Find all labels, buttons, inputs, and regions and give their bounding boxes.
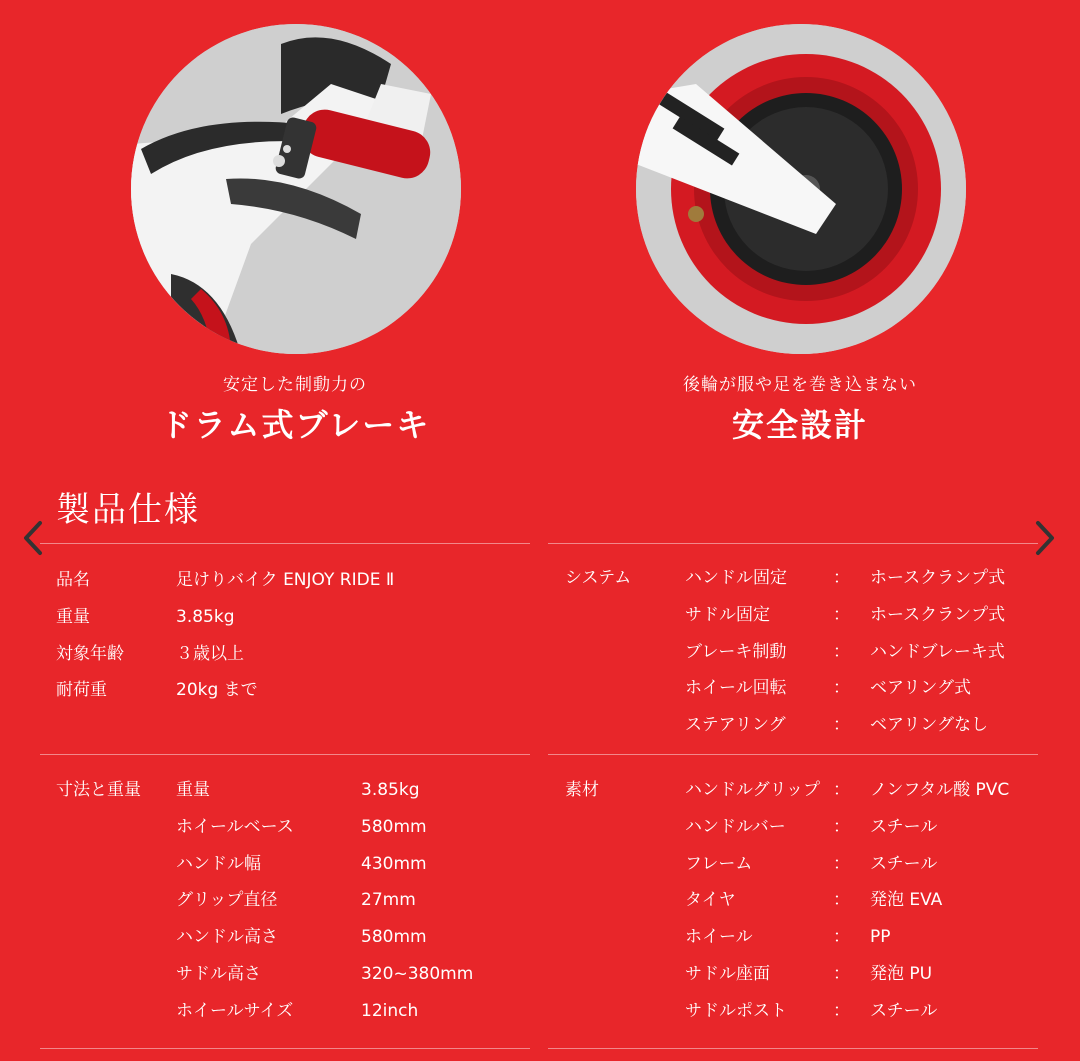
spec-label: サドル座面 (685, 963, 770, 984)
divider (548, 754, 1038, 755)
spec-label: ステアリング (685, 715, 786, 736)
spec-label: フレーム (685, 853, 753, 874)
spec-value: 発泡 PU (870, 963, 933, 984)
spec-label: 対象年齢 (56, 643, 124, 664)
spec-value: 3.85kg (176, 606, 235, 627)
handlebar-brake-illustration (131, 24, 461, 354)
spec-value: ノンフタル酸 PVC (870, 780, 1010, 800)
feature-safety-design (590, 372, 1010, 448)
spec-separator: ： (833, 604, 850, 625)
spec-separator: ： (833, 890, 850, 911)
spec-label: 重量 (56, 606, 90, 627)
spec-value: 20kg まで (176, 680, 258, 701)
spec-section-title: 製品仕様 (56, 490, 200, 530)
divider (548, 1048, 1038, 1049)
spec-label: ホイールサイズ (176, 1000, 294, 1021)
spec-label: サドル高さ (176, 963, 261, 984)
spec-value: ホースクランプ式 (870, 604, 1006, 625)
feature-subtitle: 安定した制動力の (223, 375, 367, 395)
dimensions-heading: 寸法と重量 (56, 780, 141, 800)
feature-drum-brake (85, 372, 505, 448)
spec-label: ハンドルグリップ (685, 780, 820, 800)
divider (548, 543, 1038, 544)
divider (40, 754, 530, 755)
spec-value: 27mm (361, 890, 416, 911)
divider (40, 543, 530, 544)
spec-separator: ： (833, 1000, 850, 1021)
spec-value: ３歳以上 (176, 643, 244, 664)
spec-value: PP (870, 927, 891, 948)
spec-separator: ： (833, 853, 850, 874)
wheel-photo (636, 24, 966, 354)
spec-value: 12inch (361, 1000, 419, 1021)
spec-label: グリップ直径 (176, 890, 278, 911)
spec-value: ベアリングなし (870, 715, 988, 736)
spec-separator: ： (833, 568, 850, 588)
spec-separator: ： (833, 816, 850, 837)
brake-photo (131, 24, 461, 354)
spec-value: 3.85kg (361, 780, 420, 800)
spec-value: ベアリング式 (870, 678, 971, 699)
spec-value: 320~380mm (361, 963, 474, 984)
spec-value: ハンドブレーキ式 (870, 641, 1005, 662)
spec-label: 品名 (56, 570, 90, 590)
materials-heading: 素材 (565, 780, 599, 800)
spec-value: 発泡 EVA (870, 890, 943, 911)
spec-separator: ： (833, 780, 850, 800)
spec-label: ホイール回転 (685, 678, 787, 699)
spec-label: ホイールベース (176, 816, 294, 837)
spec-label: ハンドル高さ (176, 927, 278, 948)
spec-separator: ： (833, 641, 850, 662)
system-heading: システム (565, 568, 632, 588)
spec-value: ホースクランプ式 (870, 568, 1006, 588)
spec-value: スチール (870, 853, 938, 874)
spec-value: スチール (870, 816, 938, 837)
spec-value: 580mm (361, 816, 427, 837)
spec-value: スチール (870, 1000, 938, 1021)
spec-label: ブレーキ制動 (685, 641, 787, 662)
spec-label: 重量 (176, 780, 210, 800)
spec-label: サドルポスト (685, 1000, 787, 1021)
spec-label: タイヤ (685, 890, 736, 911)
spec-label: サドル固定 (685, 604, 770, 625)
spec-label: ハンドルバー (685, 816, 786, 837)
chevron-left-icon (22, 520, 44, 556)
spec-value: 足けりバイク ENJOY RIDE Ⅱ (176, 570, 395, 590)
spec-label: ホイール (685, 927, 753, 948)
spec-value: 580mm (361, 927, 427, 948)
spec-value: 430mm (361, 853, 427, 874)
spec-separator: ： (833, 715, 850, 736)
chevron-right-icon (1034, 520, 1056, 556)
prev-arrow-button[interactable] (22, 520, 44, 556)
spec-label: 耐荷重 (56, 680, 107, 701)
divider (40, 1048, 530, 1049)
spec-separator: ： (833, 927, 850, 948)
feature-subtitle: 後輪が服や足を巻き込まない (683, 375, 917, 395)
feature-title: 安全設計 (731, 406, 868, 444)
next-arrow-button[interactable] (1034, 520, 1056, 556)
feature-title: ドラム式ブレーキ (159, 406, 431, 444)
spec-label: ハンドル幅 (176, 853, 261, 874)
spec-separator: ： (833, 963, 850, 984)
spec-label: ハンドル固定 (685, 568, 787, 588)
spec-separator: ： (833, 678, 850, 699)
rear-wheel-illustration (636, 24, 966, 354)
